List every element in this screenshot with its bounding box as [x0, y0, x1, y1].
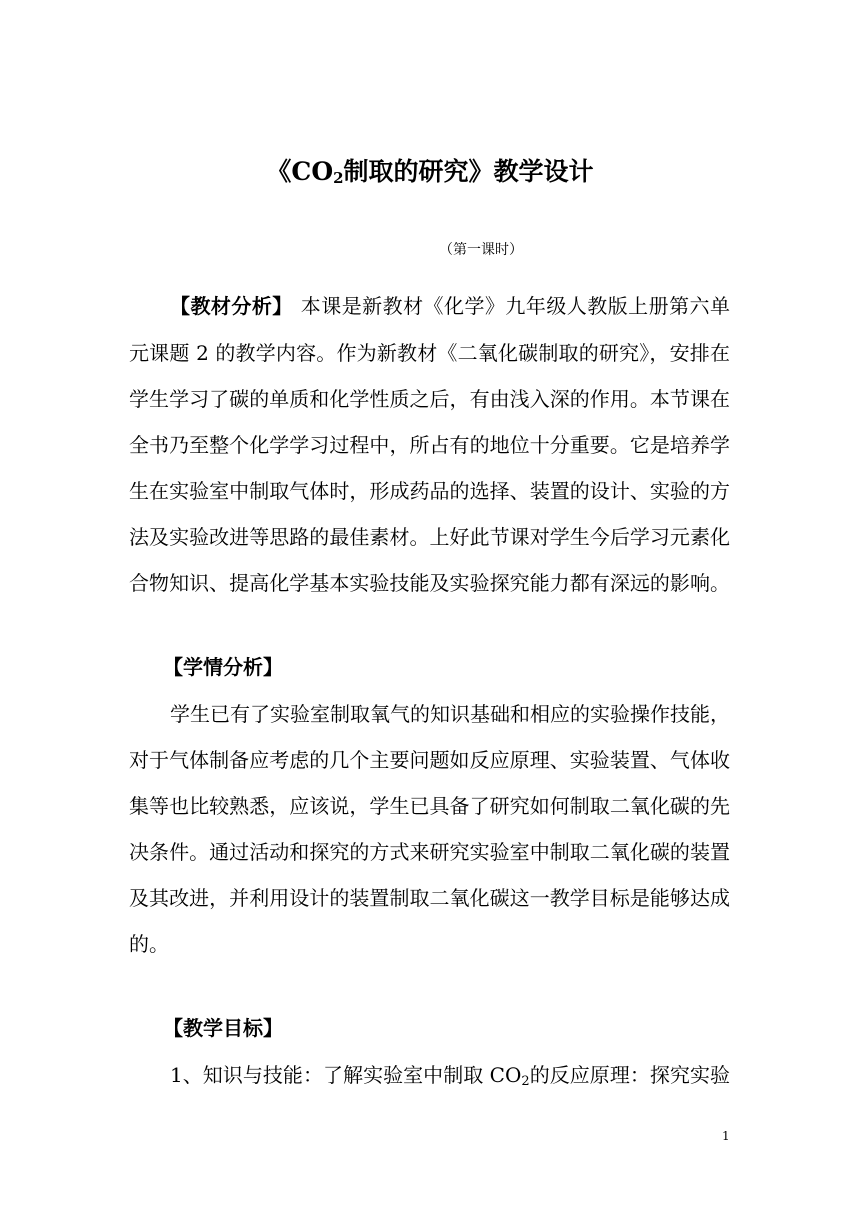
- co2-subscript: 2: [521, 1074, 530, 1089]
- teaching-goals-heading: 【教学目标】: [163, 1016, 283, 1040]
- material-analysis-line-7: 合物知识、提高化学基本实验技能及实验探究能力都有深远的影响。: [129, 571, 730, 595]
- student-analysis-heading: 【学情分析】: [163, 655, 283, 679]
- teaching-goal-1: 1、知识与技能：了解实验室中制取 $CO_2$的反应原理：探究实验: [170, 1063, 731, 1089]
- material-analysis-line-3: 学生学习了碳的单质和化学性质之后，有由浅入深的作用。本节课在: [129, 387, 730, 411]
- lesson-label: （第一课时）: [439, 242, 523, 258]
- student-analysis-line-3: 集等也比较熟悉，应该说，学生已具备了研究如何制取二氧化碳的先: [129, 794, 730, 818]
- page-number: 1: [722, 1129, 730, 1143]
- student-analysis-line-1: 学生已有了实验室制取氧气的知识基础和相应的实验操作技能，: [170, 702, 730, 726]
- student-analysis-line-4: 决条件。通过活动和探究的方式来研究实验室中制取二氧化碳的装置: [129, 840, 730, 864]
- title-subscript: 2: [333, 169, 344, 187]
- material-analysis-heading: 【教材分析】: [170, 294, 293, 318]
- student-analysis-line-6: 的。: [129, 932, 169, 956]
- material-analysis-line-4: 全书乃至整个化学学习过程中，所占有的地位十分重要。它是培养学: [129, 433, 730, 457]
- title-prefix: 《CO: [266, 157, 334, 186]
- student-analysis-line-2: 对于气体制备应考虑的几个主要问题如反应原理、实验装置、气体收: [129, 748, 730, 772]
- document-title: [0, 152, 860, 192]
- material-analysis-line-1: 【教材分析】 本课是新教材《化学》九年级人教版上册第六单: [170, 294, 731, 318]
- student-analysis-line-5: 及其改进，并利用设计的装置制取二氧化碳这一教学目标是能够达成: [129, 886, 730, 910]
- material-analysis-line-6: 法及实验改进等思路的最佳素材。上好此节课对学生今后学习元素化: [129, 525, 730, 549]
- material-analysis-line-2: 元课题 2 的教学内容。作为新教材《二氧化碳制取的研究》，安排在: [129, 341, 730, 365]
- material-analysis-line-5: 生在实验室中制取气体时，形成药品的选择、装置的设计、实验的方: [129, 479, 730, 503]
- title-suffix: 制取的研究》教学设计: [343, 157, 594, 186]
